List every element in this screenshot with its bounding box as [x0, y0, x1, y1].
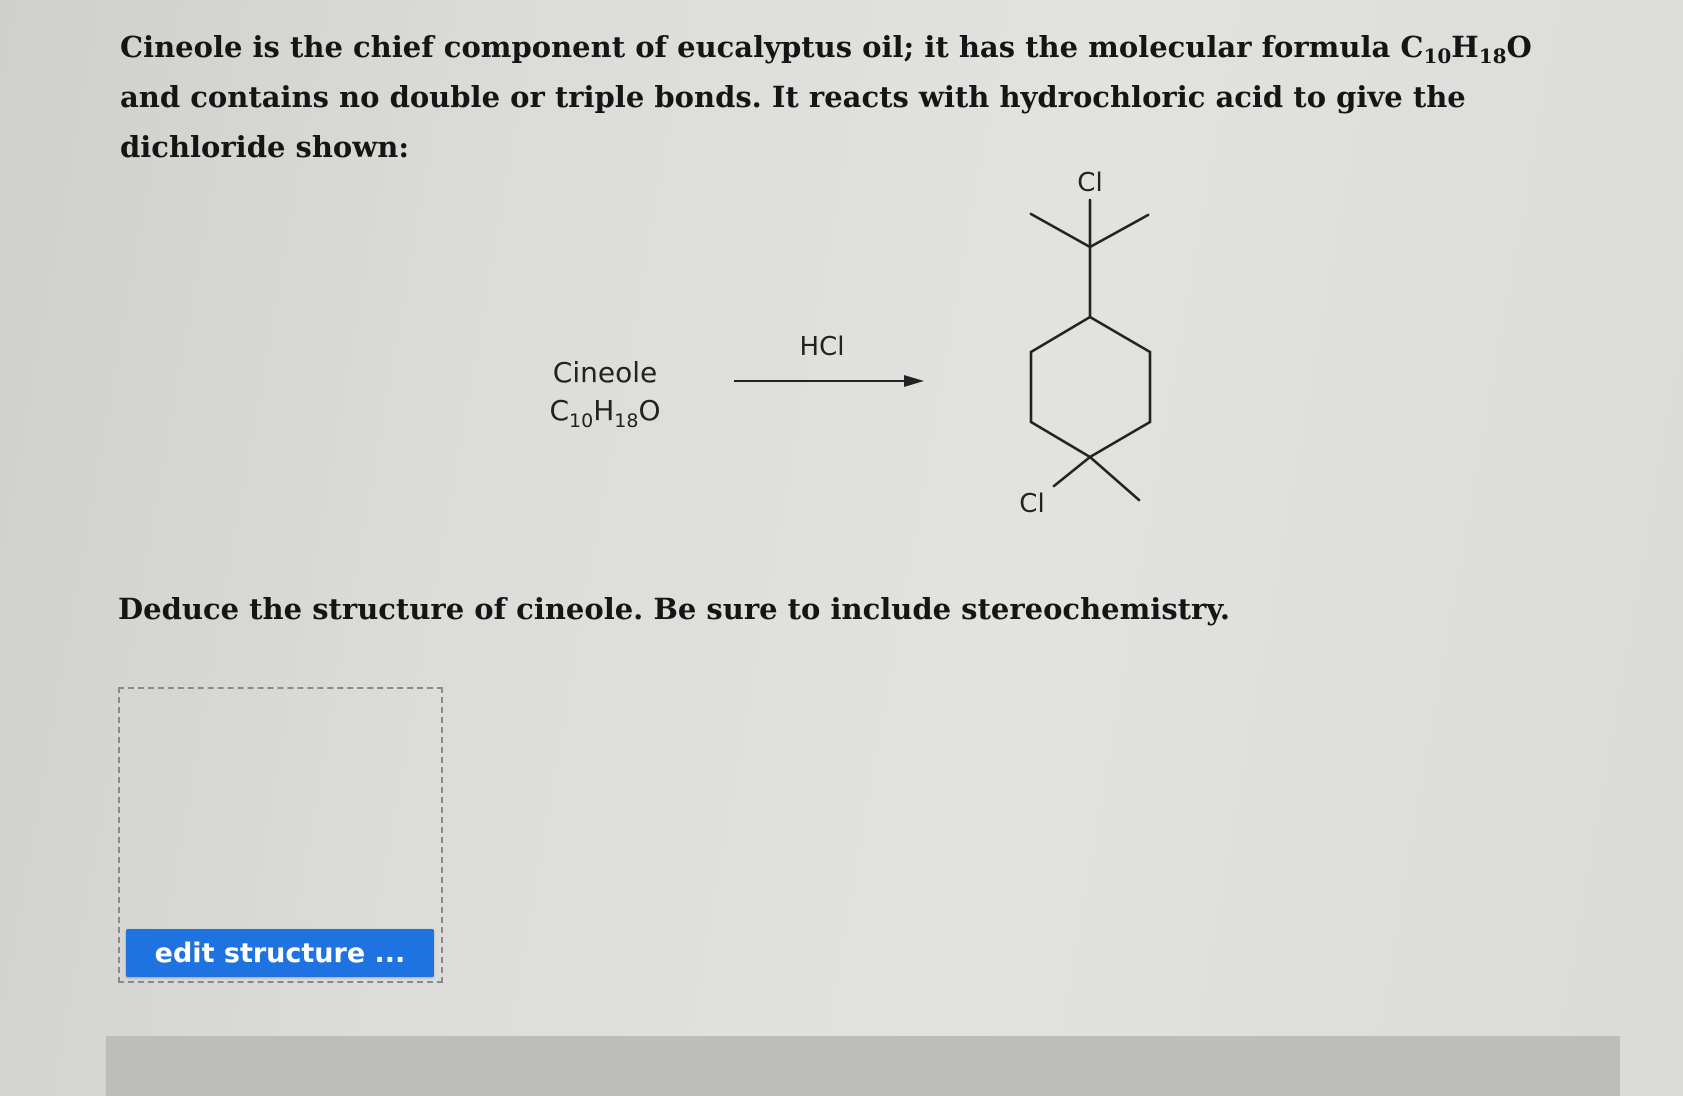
reactant-name: Cineole [552, 356, 658, 389]
formula-h-subscript: 18 [1478, 44, 1507, 68]
edit-structure-button[interactable]: edit structure ... [126, 929, 434, 977]
product-cl-bottom: Cl [1019, 489, 1045, 519]
bond-bottom-cl [1054, 457, 1090, 486]
instruction-text: Deduce the structure of cineole. Be sure to include stereochemistry. [118, 592, 1230, 626]
question-text: Cineole is the chief component of eucalyptus oil; it has the molecular formula $C_{10}H_{18}O$ and contains no double or triple bonds. It reacts with hydrochloric acid to give the dichloride shown: [120, 30, 1532, 164]
product-structure [1031, 200, 1150, 500]
reactant-formula: $C_{10}H_{18}O$ [549, 394, 661, 432]
product-cl-top: Cl [1077, 168, 1103, 198]
cyclohexane-ring [1031, 317, 1150, 457]
formula-c-subscript: 10 [1423, 44, 1452, 68]
reagent-label: HCl [799, 332, 845, 362]
bond-top-methyl-right [1090, 215, 1148, 247]
bond-top-methyl-left [1031, 214, 1090, 247]
bond-bottom-methyl [1090, 457, 1139, 500]
arrow-head [904, 375, 924, 387]
bottom-panel [106, 1036, 1620, 1096]
